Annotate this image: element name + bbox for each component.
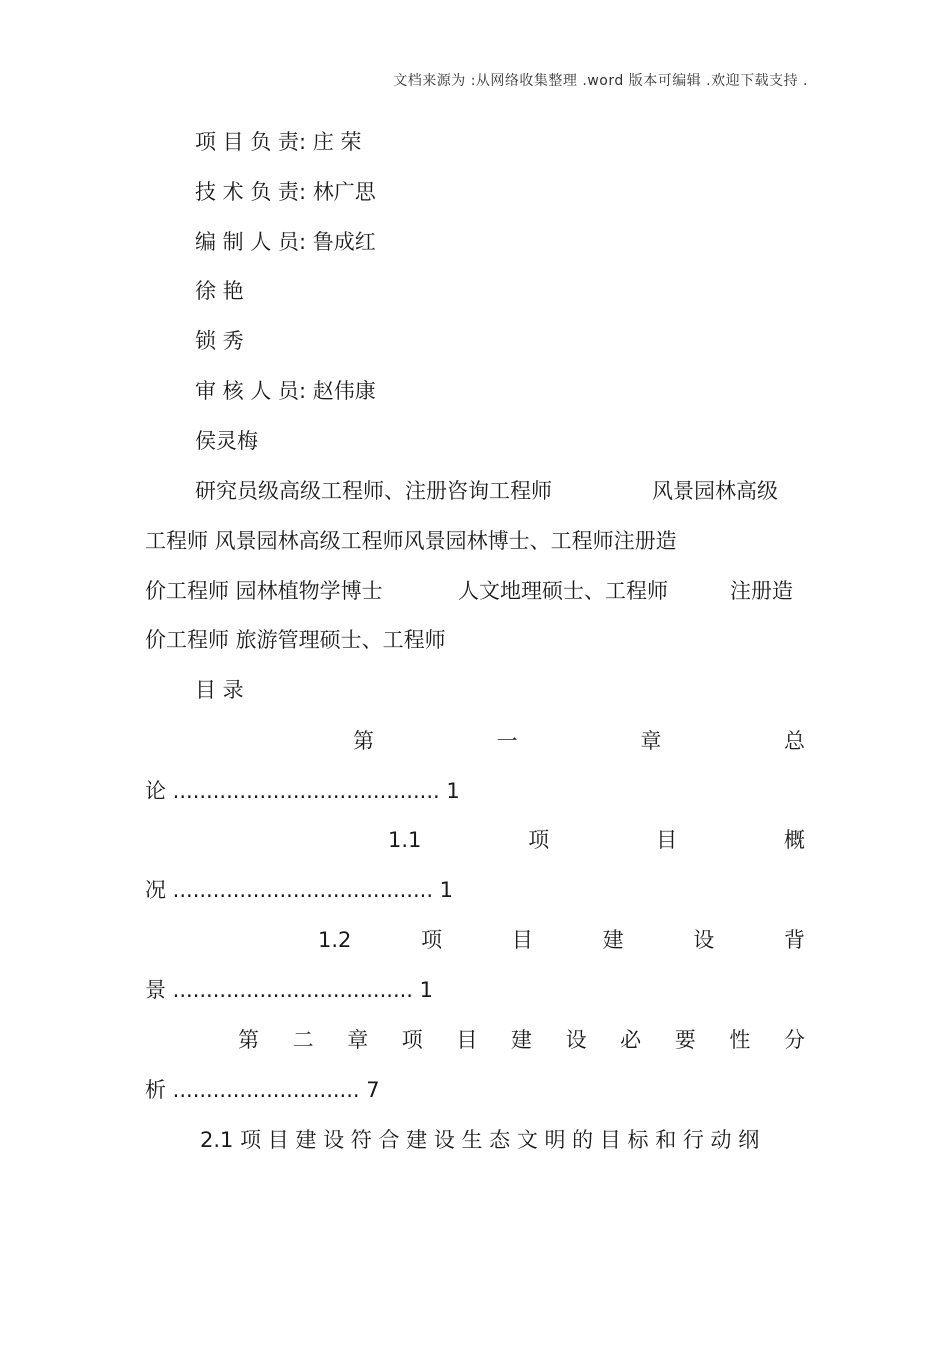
toc-section-2-1-heading[interactable]: 2.1 项 目 建 设 符 合 建 设 生 态 文 明 的 目 标 和 行 动 纲 [200, 1128, 760, 1152]
toc-section-1-1-heading[interactable] [388, 826, 805, 854]
titles-line-1: 研究员级高级工程师、注册咨询工程师 [195, 479, 552, 503]
toc-word: 设 [565, 1028, 587, 1052]
toc-section-1-2-heading[interactable] [318, 926, 805, 954]
titles-line-3: 价工程师 园林植物学博士 [145, 579, 383, 603]
toc-word: 目 [511, 928, 533, 952]
toc-heading: 目 录 [195, 678, 244, 702]
toc-word: 项 [401, 1028, 423, 1052]
titles-line-3-mid: 人文地理硕士、工程师 [458, 579, 668, 603]
toc-word: 1.2 [318, 928, 352, 952]
toc-word: 项 [528, 828, 550, 852]
source-note: 文档来源为 :从网络收集整理 .word 版本可编辑 .欢迎下载支持 . [393, 73, 808, 89]
editor-line: 锁 秀 [195, 329, 244, 353]
titles-line-1-end: 风景园林高级 [652, 479, 778, 503]
reviewers-line: 审 核 人 员: 赵伟康 [195, 379, 376, 403]
toc-chapter-2-heading[interactable] [238, 1026, 805, 1054]
toc-word: 1.1 [388, 828, 422, 852]
toc-word: 一 [496, 729, 518, 753]
titles-line-3-end: 注册造 [730, 579, 793, 603]
titles-line-4: 价工程师 旅游管理硕士、工程师 [145, 628, 446, 652]
toc-word: 分 [783, 1028, 805, 1052]
toc-word: 目 [656, 828, 678, 852]
toc-word: 章 [640, 729, 662, 753]
toc-word: 章 [347, 1028, 369, 1052]
toc-word: 要 [674, 1028, 696, 1052]
toc-word: 目 [456, 1028, 478, 1052]
toc-word: 性 [729, 1028, 751, 1052]
tech-lead-line: 技 术 负 责: 林广思 [195, 180, 376, 204]
toc-chapter-1-heading[interactable] [353, 727, 805, 755]
project-lead-line: 项 目 负 责: 庄 荣 [195, 130, 362, 154]
toc-word: 项 [421, 928, 443, 952]
toc-word: 建 [510, 1028, 532, 1052]
toc-word: 建 [602, 928, 624, 952]
editor-line: 徐 艳 [195, 279, 244, 303]
toc-section-1-2-tail[interactable]: 景 .................................... 1 [145, 978, 434, 1002]
toc-word: 二 [292, 1028, 314, 1052]
toc-section-1-1-tail[interactable]: 况 ....................................... 1 [145, 878, 454, 902]
toc-word: 设 [693, 928, 715, 952]
toc-word: 第 [238, 1028, 259, 1052]
toc-word: 第 [353, 729, 374, 753]
editors-line: 编 制 人 员: 鲁成红 [195, 230, 376, 254]
toc-word: 总 [783, 729, 805, 753]
toc-word: 背 [784, 928, 805, 952]
toc-chapter-1-tail[interactable]: 论 ........................................ 1 [145, 779, 460, 803]
reviewer-line: 侯灵梅 [195, 429, 258, 453]
toc-word: 必 [620, 1028, 642, 1052]
toc-chapter-2-tail[interactable]: 析 ............................ 7 [145, 1078, 380, 1102]
titles-line-2: 工程师 风景园林高级工程师风景园林博士、工程师注册造 [145, 529, 677, 553]
toc-word: 概 [783, 828, 805, 852]
